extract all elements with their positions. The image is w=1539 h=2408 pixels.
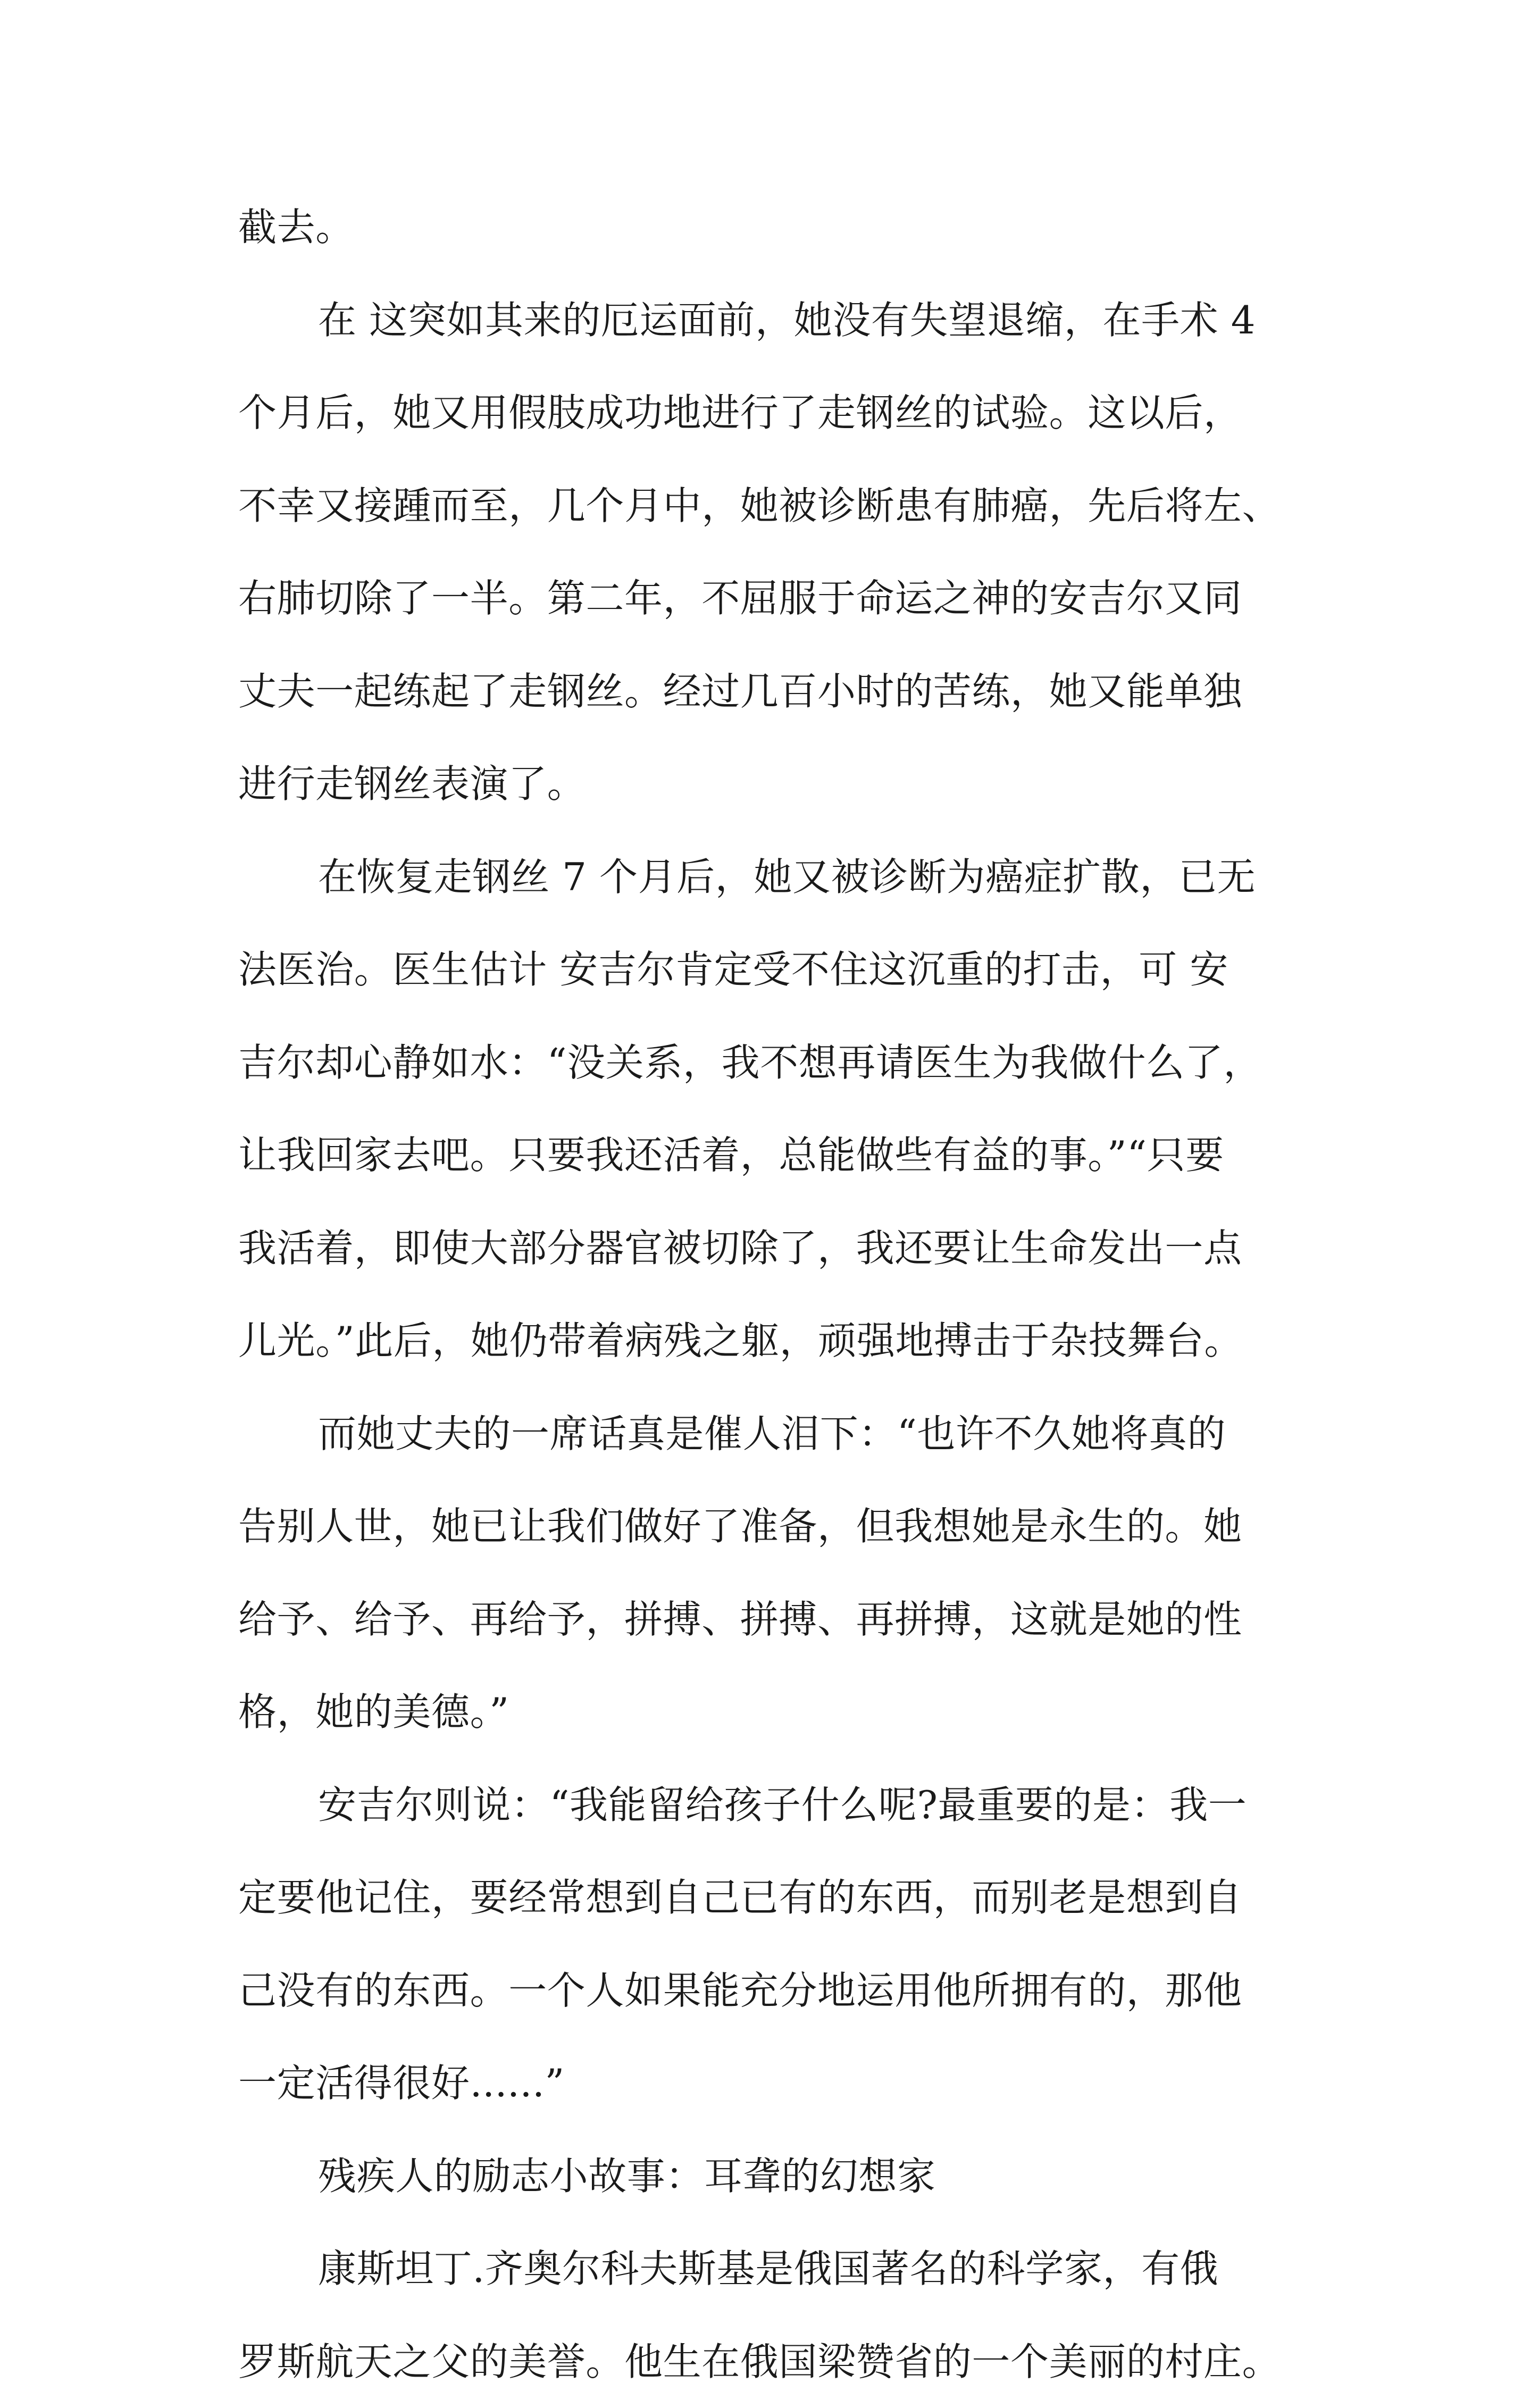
text-line: 个月后，她又用假肢成功地进行了走钢丝的试验。这以后，: [238, 366, 1307, 459]
text-line: 吉尔却心静如水：“没关系，我不想再请医生为我做什么了，: [238, 1016, 1307, 1109]
paragraph-start-line: 而她丈夫的一席话真是催人泪下：“也许不久她将真的: [238, 1387, 1307, 1481]
text-line: 儿光。”此后，她仍带着病残之躯，顽强地搏击于杂技舞台。: [238, 1294, 1307, 1387]
text-line: 我活着，即使大部分器官被切除了，我还要让生命发出一点: [238, 1202, 1307, 1295]
text-line: 右肺切除了一半。第二年，不屈服于命运之神的安吉尔又同: [238, 552, 1307, 645]
text-line: 告别人世，她已让我们做好了准备，但我想她是永生的。她: [238, 1480, 1307, 1573]
section-heading: 残疾人的励志小故事：耳聋的幻想家: [238, 2130, 1307, 2223]
text-line: 一定活得很好......”: [238, 2037, 1307, 2130]
text-line: 定要他记住，要经常想到自己已有的东西，而别老是想到自: [238, 1851, 1307, 1944]
text-line: 让我回家去吧。只要我还活着，总能做些有益的事。”“只要: [238, 1109, 1307, 1202]
text-line: 格，她的美德。”: [238, 1666, 1307, 1759]
text-line: 截去。: [238, 181, 1307, 274]
text-line: 进行走钢丝表演了。: [238, 738, 1307, 831]
paragraph-start-line: 在恢复走钢丝 7 个月后，她又被诊断为癌症扩散，已无: [238, 831, 1307, 924]
text-line: 己没有的东西。一个人如果能充分地运用他所拥有的，那他: [238, 1944, 1307, 2037]
paragraph-start-line: 康斯坦丁.齐奥尔科夫斯基是俄国著名的科学家，有俄: [238, 2222, 1307, 2315]
paragraph-start-line: 安吉尔则说：“我能留给孩子什么呢?最重要的是：我一: [238, 1759, 1307, 1852]
text-line: 给予、给予、再给予，拼搏、拼搏、再拼搏，这就是她的性: [238, 1573, 1307, 1666]
text-line: 法医治。医生估计 安吉尔肯定受不住这沉重的打击，可 安: [238, 923, 1307, 1016]
text-line: 罗斯航天之父的美誉。他生在俄国梁赞省的一个美丽的村庄。: [238, 2315, 1307, 2408]
text-line: 不幸又接踵而至，几个月中，她被诊断患有肺癌，先后将左、: [238, 459, 1307, 553]
body-text: [238, 181, 1307, 2408]
paragraph-start-line: 在 这突如其来的厄运面前，她没有失望退缩，在手术 4: [238, 274, 1307, 367]
text-line: 丈夫一起练起了走钢丝。经过几百小时的苦练，她又能单独: [238, 645, 1307, 738]
